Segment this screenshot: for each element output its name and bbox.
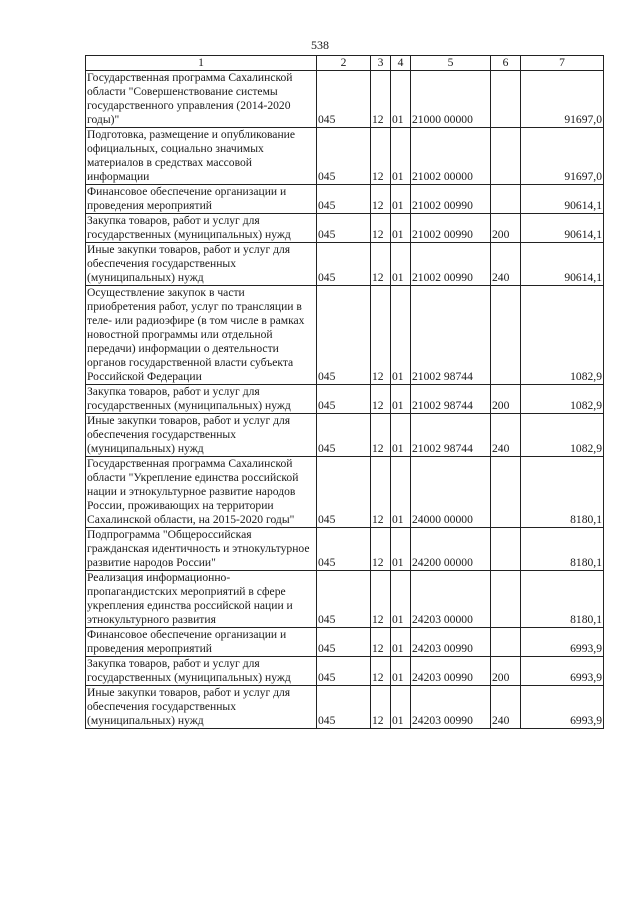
table-row <box>86 71 604 128</box>
row-pr: 01 <box>391 528 411 571</box>
row-csr: 24203 00990 <box>411 657 491 686</box>
table-row <box>86 128 604 185</box>
row-csr: 24203 00990 <box>411 686 491 729</box>
row-csr: 21002 00990 <box>411 243 491 286</box>
row-pr: 01 <box>391 243 411 286</box>
row-gr: 045 <box>317 185 371 214</box>
row-sum: 8180,1 <box>521 528 604 571</box>
row-gr: 045 <box>317 628 371 657</box>
row-pr: 01 <box>391 71 411 128</box>
row-sum: 1082,9 <box>521 414 604 457</box>
table-row <box>86 286 604 385</box>
row-csr: 21002 98744 <box>411 286 491 385</box>
row-sum: 1082,9 <box>521 286 604 385</box>
row-sum: 91697,0 <box>521 128 604 185</box>
row-rz: 12 <box>371 457 391 528</box>
table-row <box>86 185 604 214</box>
row-csr: 24000 00000 <box>411 457 491 528</box>
page-number: 538 <box>311 38 329 52</box>
row-pr: 01 <box>391 214 411 243</box>
row-pr: 01 <box>391 457 411 528</box>
row-vr <box>491 71 521 128</box>
row-sum: 1082,9 <box>521 385 604 414</box>
header-row <box>86 56 604 71</box>
row-csr: 21002 00990 <box>411 185 491 214</box>
row-sum: 91697,0 <box>521 71 604 128</box>
row-name: Государственная программа Сахалинской области "Совершенствование системы государственного управления (2014-2020 годы)" <box>86 71 317 128</box>
table-row <box>86 385 604 414</box>
table-row <box>86 214 604 243</box>
row-vr <box>491 528 521 571</box>
row-gr: 045 <box>317 528 371 571</box>
row-gr: 045 <box>317 243 371 286</box>
row-gr: 045 <box>317 457 371 528</box>
row-vr: 240 <box>491 414 521 457</box>
row-name: Иные закупки товаров, работ и услуг для обеспечения государственных (муниципальных) нужд <box>86 243 317 286</box>
table-row <box>86 628 604 657</box>
row-pr: 01 <box>391 628 411 657</box>
row-name: Иные закупки товаров, работ и услуг для обеспечения государственных (муниципальных) нужд <box>86 414 317 457</box>
row-rz: 12 <box>371 214 391 243</box>
row-name: Закупка товаров, работ и услуг для государственных (муниципальных) нужд <box>86 385 317 414</box>
row-csr: 21002 00990 <box>411 214 491 243</box>
row-gr: 045 <box>317 214 371 243</box>
header-cell: 3 <box>371 56 391 71</box>
header-cell: 4 <box>391 56 411 71</box>
row-rz: 12 <box>371 657 391 686</box>
row-name: Финансовое обеспечение организации и проведения мероприятий <box>86 628 317 657</box>
row-pr: 01 <box>391 286 411 385</box>
row-gr: 045 <box>317 686 371 729</box>
row-gr: 045 <box>317 657 371 686</box>
row-name: Финансовое обеспечение организации и проведения мероприятий <box>86 185 317 214</box>
table-row <box>86 243 604 286</box>
row-csr: 24203 00990 <box>411 628 491 657</box>
row-sum: 6993,9 <box>521 657 604 686</box>
row-rz: 12 <box>371 185 391 214</box>
table-row <box>86 657 604 686</box>
row-vr: 200 <box>491 657 521 686</box>
budget-table <box>85 55 604 729</box>
row-name: Осуществление закупок в части приобретения работ, услуг по трансляции в теле- или радиоэфире (в том числе в рамках новостной программы или отдельной передачи) информации о деятельности органов государственной власти субъекта Российской Федерации <box>86 286 317 385</box>
row-vr <box>491 571 521 628</box>
row-rz: 12 <box>371 385 391 414</box>
table-row <box>86 528 604 571</box>
table-row <box>86 457 604 528</box>
row-rz: 12 <box>371 286 391 385</box>
row-vr: 240 <box>491 243 521 286</box>
row-sum: 6993,9 <box>521 686 604 729</box>
row-rz: 12 <box>371 528 391 571</box>
row-pr: 01 <box>391 414 411 457</box>
header-cell: 5 <box>411 56 491 71</box>
row-sum: 8180,1 <box>521 571 604 628</box>
row-gr: 045 <box>317 414 371 457</box>
row-rz: 12 <box>371 243 391 286</box>
row-sum: 6993,9 <box>521 628 604 657</box>
row-pr: 01 <box>391 128 411 185</box>
row-gr: 045 <box>317 128 371 185</box>
row-vr: 200 <box>491 385 521 414</box>
row-rz: 12 <box>371 71 391 128</box>
row-csr: 21002 98744 <box>411 414 491 457</box>
row-csr: 21000 00000 <box>411 71 491 128</box>
row-sum: 90614,1 <box>521 185 604 214</box>
row-rz: 12 <box>371 571 391 628</box>
row-vr <box>491 457 521 528</box>
row-csr: 24200 00000 <box>411 528 491 571</box>
table-row <box>86 571 604 628</box>
header-cell: 6 <box>491 56 521 71</box>
row-pr: 01 <box>391 185 411 214</box>
row-rz: 12 <box>371 128 391 185</box>
row-vr: 240 <box>491 686 521 729</box>
header-cell: 7 <box>521 56 604 71</box>
row-rz: 12 <box>371 686 391 729</box>
row-vr <box>491 185 521 214</box>
row-name: Закупка товаров, работ и услуг для государственных (муниципальных) нужд <box>86 214 317 243</box>
row-name: Иные закупки товаров, работ и услуг для обеспечения государственных (муниципальных) нужд <box>86 686 317 729</box>
row-gr: 045 <box>317 71 371 128</box>
row-rz: 12 <box>371 628 391 657</box>
row-csr: 21002 98744 <box>411 385 491 414</box>
row-sum: 8180,1 <box>521 457 604 528</box>
row-name: Государственная программа Сахалинской области "Укрепление единства российской нации и этнокультурное развитие народов России, проживающих на территории Сахалинской области, на 2015-2020 годы" <box>86 457 317 528</box>
row-pr: 01 <box>391 571 411 628</box>
row-sum: 90614,1 <box>521 214 604 243</box>
row-gr: 045 <box>317 385 371 414</box>
header-cell: 1 <box>86 56 317 71</box>
header-cell: 2 <box>317 56 371 71</box>
row-name: Реализация информационно-пропагандистских мероприятий в сфере укрепления единства российской нации и этнокультурного развития <box>86 571 317 628</box>
row-rz: 12 <box>371 414 391 457</box>
row-gr: 045 <box>317 286 371 385</box>
row-name: Подпрограмма "Общероссийская гражданская идентичность и этнокультурное развитие народов России" <box>86 528 317 571</box>
table-row <box>86 414 604 457</box>
row-name: Подготовка, размещение и опубликование официальных, социально значимых материалов в средствах массовой информации <box>86 128 317 185</box>
row-vr <box>491 128 521 185</box>
row-sum: 90614,1 <box>521 243 604 286</box>
row-vr <box>491 286 521 385</box>
row-csr: 24203 00000 <box>411 571 491 628</box>
row-pr: 01 <box>391 686 411 729</box>
row-pr: 01 <box>391 385 411 414</box>
row-name: Закупка товаров, работ и услуг для государственных (муниципальных) нужд <box>86 657 317 686</box>
table-row <box>86 686 604 729</box>
row-vr <box>491 628 521 657</box>
row-pr: 01 <box>391 657 411 686</box>
row-gr: 045 <box>317 571 371 628</box>
row-csr: 21002 00000 <box>411 128 491 185</box>
row-vr: 200 <box>491 214 521 243</box>
